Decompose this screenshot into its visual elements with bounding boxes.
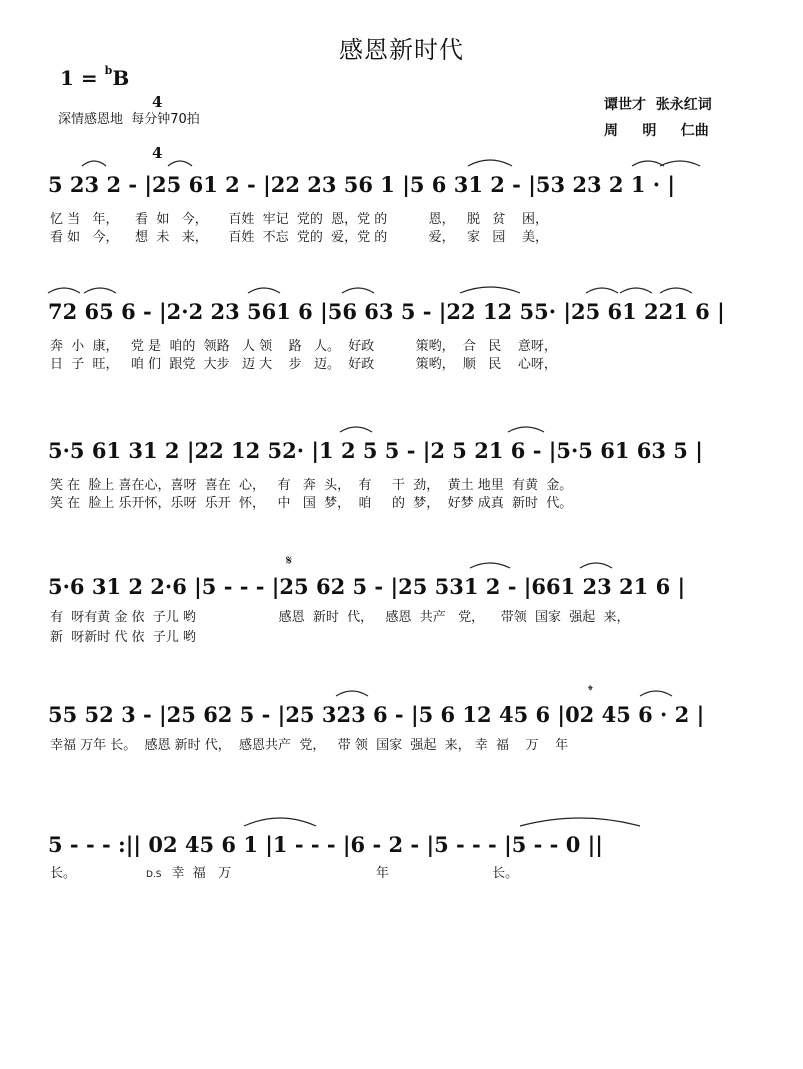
slur bbox=[632, 161, 664, 166]
notation-line-3: 5·5 61 31 2 |22 12 52· |1 2 5 5 - |2 5 21 6 - |5·5 61 63 5 | bbox=[48, 438, 703, 463]
lyric-line-6-end: 幸 福 万 年 长。 bbox=[171, 866, 519, 881]
slur bbox=[82, 161, 106, 166]
slur bbox=[660, 161, 700, 166]
notation-line-4: 5·6 31 2 2·6 |5 - - - |25 62 5 - |25 531 2 - |661 23 21 6 | bbox=[48, 574, 686, 599]
coda-sign: 𝄌 bbox=[588, 683, 593, 699]
dal-segno-mark: D.S bbox=[146, 870, 162, 880]
lyric-line-4a: 有 呀有黄 金 依 子儿 哟 感恩 新时 代， 感恩 共产 党， 带领 国家 强起 来， bbox=[50, 610, 630, 625]
slur bbox=[620, 288, 652, 293]
composer-credit: 周 明 仁曲 bbox=[604, 123, 709, 139]
segno-sign: 𝄋 bbox=[286, 553, 293, 569]
slur bbox=[580, 563, 612, 568]
notation-line-1: 5 23 2 - |25 61 2 - |22 23 56 1 |5 6 31 2 - |53 23 2 1 · | bbox=[48, 172, 676, 197]
flat-sign: b bbox=[104, 64, 113, 78]
slur bbox=[508, 427, 544, 432]
lyric-line-2b: 日 子 旺， 咱 们 跟党 大步 迈 大 步 迈。 好政 策哟， 顺 民 心呀， bbox=[50, 357, 557, 372]
slur bbox=[460, 287, 520, 293]
time-top: 4 bbox=[152, 93, 163, 111]
slur bbox=[520, 818, 640, 826]
lyric-line-3a: 笑 在 脸上 喜在心，喜呀 喜在 心， 有 奔 头， 有 干 劲， 黄土 地里 有黄 金。 bbox=[50, 478, 573, 493]
slur bbox=[84, 288, 116, 293]
lyric-line-3b: 笑 在 脸上 乐开怀，乐呀 乐开 怀， 中 国 梦， 咱 的 梦， 好梦 成真 新时 代。 bbox=[50, 496, 573, 511]
lyric-line-1b: 看 如 今， 想 未 来， 百姓 不忘 党的 爱，党 的 爱， 家 园 美， bbox=[50, 230, 548, 245]
slur bbox=[342, 288, 374, 293]
slur bbox=[244, 818, 316, 826]
slur bbox=[640, 691, 672, 696]
lyric-line-4b: 新 呀新时 代 依 子儿 哟 bbox=[50, 630, 196, 645]
slur bbox=[340, 427, 372, 432]
slur bbox=[168, 161, 192, 166]
lyric-line-6-start: 长。 bbox=[50, 866, 77, 881]
slur bbox=[586, 288, 618, 293]
slur bbox=[336, 691, 368, 696]
slur bbox=[468, 160, 512, 166]
lyricist-credit: 谭世才 张永红词 bbox=[604, 97, 712, 113]
tempo-marking: 深情感恩地 每分钟70拍 bbox=[58, 112, 200, 127]
lyric-line-2a: 奔 小 康， 党 是 咱的 领路 人 领 路 人。 好政 策哟， 合 民 意呀， bbox=[50, 339, 557, 354]
slur bbox=[660, 288, 692, 293]
key-prefix: 1 = bbox=[60, 66, 105, 90]
time-bottom: 4 bbox=[152, 144, 163, 162]
slur bbox=[48, 288, 80, 293]
lyric-line-1a: 忆 当 年， 看 如 今， 百姓 牢记 党的 恩，党 的 恩， 脱 贫 困， bbox=[50, 212, 548, 227]
notation-line-2: 72 65 6 - |2·2 23 561 6 |56 63 5 - |22 12 55· |25 61 221 6 | bbox=[48, 299, 725, 324]
key-note: B bbox=[112, 66, 130, 90]
song-title: 感恩新时代 bbox=[339, 36, 464, 64]
notation-line-5: 55 52 3 - |25 62 5 - |25 323 6 - |5 6 12 45 6 |02 45 6 · 2 | bbox=[48, 702, 705, 727]
slur bbox=[470, 563, 510, 568]
notation-line-6: 5 - - - :|| 02 45 6 1 |1 - - - |6 - 2 - |5 - - - |5 - - 0 || bbox=[48, 832, 603, 857]
lyric-line-5: 幸福 万年 长。 感恩 新时 代， 感恩共产 党， 带 领 国家 强起 来， 幸 福 万 年 bbox=[50, 738, 569, 753]
slur bbox=[248, 288, 280, 293]
